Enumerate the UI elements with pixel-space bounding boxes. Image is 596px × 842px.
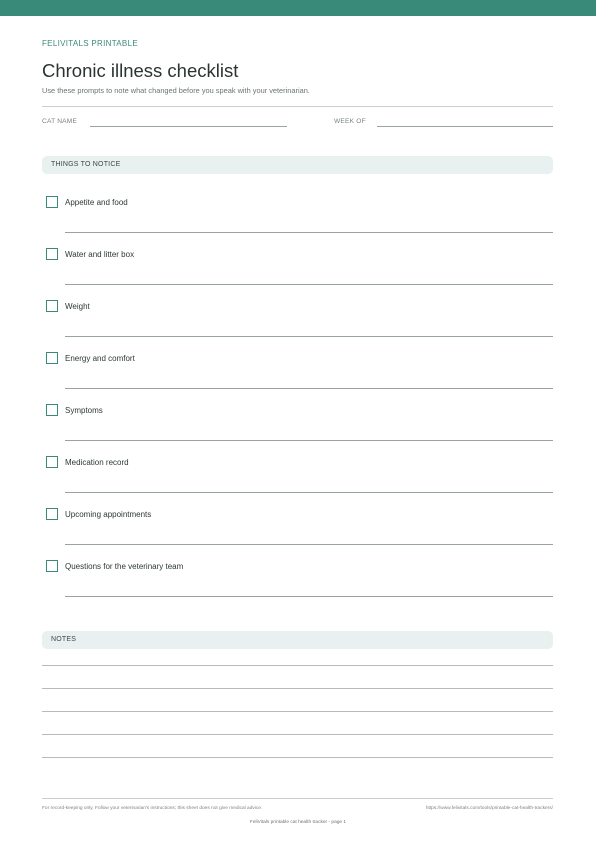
note-line[interactable] [42,734,553,735]
footer-page-label: FeliVitals printable cat health tracker - page 1 [249,820,347,825]
answer-line[interactable] [65,440,553,441]
answer-line[interactable] [65,232,553,233]
checklist-item [0,248,596,300]
checklist-item [0,456,596,508]
checkbox[interactable] [46,196,58,208]
answer-line[interactable] [65,492,553,493]
checkbox[interactable] [46,248,58,260]
answer-line[interactable] [65,284,553,285]
checkbox[interactable] [46,352,58,364]
section-title-notice: THINGS TO NOTICE [51,161,121,168]
checklist-item-label: Weight [65,302,90,311]
checkbox[interactable] [46,508,58,520]
checkbox[interactable] [46,456,58,468]
checklist-item-label: Appetite and food [65,198,128,207]
answer-line[interactable] [65,544,553,545]
answer-line[interactable] [65,336,553,337]
checklist-item-label: Energy and comfort [65,354,135,363]
answer-line[interactable] [65,596,553,597]
note-line[interactable] [42,711,553,712]
checkbox[interactable] [46,300,58,312]
checklist-item [0,508,596,560]
cat-name-label: CAT NAME [42,118,78,125]
page-title: Chronic illness checklist [42,60,239,81]
checklist-item [0,300,596,352]
footer-disclaimer: For record-keeping only. Follow your veterinarian's instructions; this sheet does not give medical advice. [42,806,263,811]
checklist-item-label: Medication record [65,458,129,467]
cat-name-field[interactable] [90,126,287,127]
checkbox[interactable] [46,404,58,416]
brand-label: FELIVITALS PRINTABLE [42,39,138,48]
footer-url: https://www.felivitals.com/tools/printable-cat-health-trackers/ [425,806,553,811]
checklist-item-label: Water and litter box [65,250,135,259]
checklist-item-label: Upcoming appointments [65,510,152,519]
footer-divider [42,798,553,799]
checkbox[interactable] [46,560,58,572]
header-divider [42,106,553,107]
checklist-item [0,560,596,612]
checklist-item-label: Questions for the veterinary team [65,562,184,571]
checklist-item-label: Symptoms [65,406,103,415]
note-line[interactable] [42,665,553,666]
section-header-notice [42,156,553,174]
note-line[interactable] [42,757,553,758]
answer-line[interactable] [65,388,553,389]
checklist-item [0,404,596,456]
top-accent-bar [0,0,596,16]
note-line[interactable] [42,688,553,689]
week-of-field[interactable] [377,126,553,127]
week-of-label: WEEK OF [334,118,366,125]
checklist-item [0,352,596,404]
section-title-notes: NOTES [51,636,77,643]
checklist-item [0,196,596,248]
section-header-notes [42,631,553,649]
page-subtitle: Use these prompts to note what changed before you speak with your veterinarian. [42,86,310,95]
